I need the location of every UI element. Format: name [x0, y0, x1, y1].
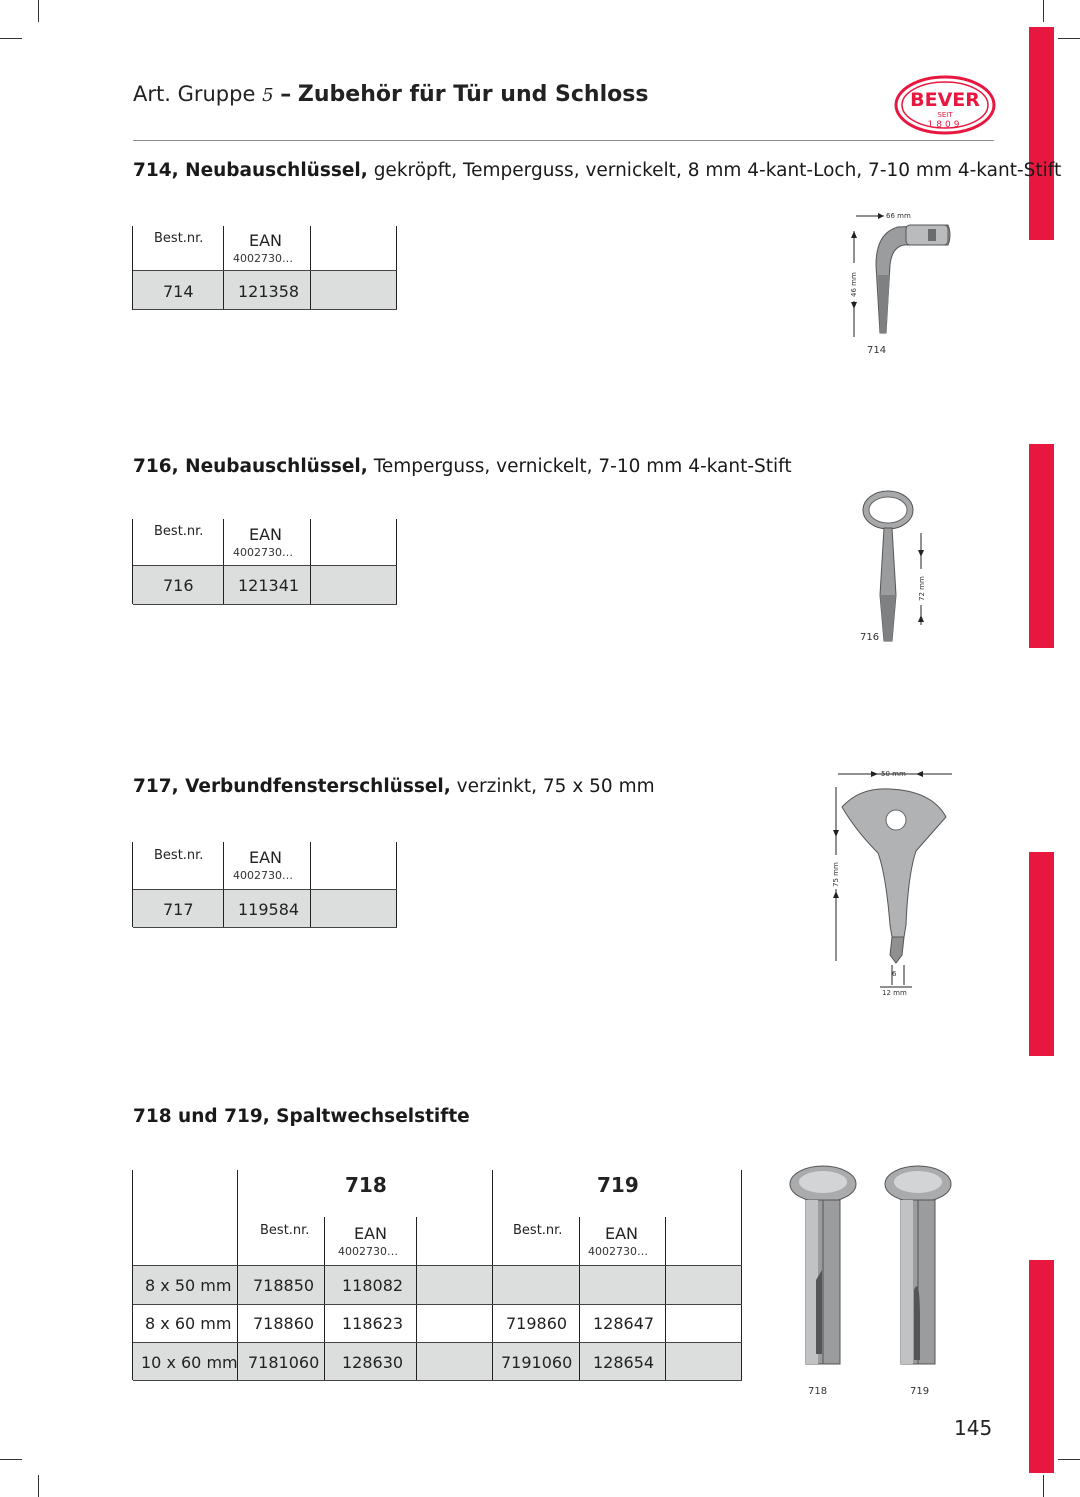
logo-year: 1809 — [927, 120, 963, 130]
cell-ean-719: 128654 — [593, 1353, 655, 1372]
cell-ean: 119584 — [238, 900, 300, 919]
ean-prefix: 4002730… — [233, 546, 293, 559]
section-title-717 — [133, 776, 655, 797]
dim-side-714: 46 mm — [850, 272, 858, 297]
col-ean: EAN — [249, 848, 283, 867]
group-number: 5 — [262, 85, 274, 106]
crop-mark — [1043, 0, 1044, 22]
bever-logo — [894, 75, 996, 135]
section-tab — [1029, 444, 1054, 648]
cell-ean-719: 128647 — [593, 1314, 655, 1333]
product-desc: gekröpft, Temperguss, vernickelt, 8 mm 4-kant-Loch, 7-10 mm 4-kant-Stift — [373, 160, 1062, 181]
ean-prefix: 4002730… — [588, 1245, 648, 1258]
cell-best-718: 718850 — [253, 1276, 315, 1295]
product-name: 716, Neubauschlüssel, — [133, 456, 368, 477]
col-ean: EAN — [605, 1224, 639, 1243]
crop-mark — [1058, 1459, 1080, 1460]
logo-brand: BEVER — [910, 89, 980, 111]
product-name: 717, Verbundfensterschlüssel, — [133, 776, 451, 797]
crop-mark — [1058, 38, 1080, 39]
caption-719: 719 — [910, 1386, 930, 1397]
header-rule — [133, 140, 994, 141]
cell-best-719: 719860 — [506, 1314, 568, 1333]
cell-best-719: 7191060 — [501, 1353, 573, 1372]
cell-best: 717 — [163, 900, 194, 919]
cell-ean: 121341 — [238, 576, 300, 595]
cell-best: 714 — [163, 282, 194, 301]
pins-718-719-image — [780, 1160, 970, 1400]
page-number: 145 — [954, 1416, 993, 1440]
product-name: 714, Neubauschlüssel, — [133, 160, 368, 181]
cell-size: 8 x 50 mm — [145, 1276, 232, 1295]
header-prefix: Art. Gruppe — [133, 82, 256, 106]
section-title-716 — [133, 456, 792, 477]
ean-prefix: 4002730… — [233, 869, 293, 882]
dim-side-716: 72 mm — [918, 576, 926, 601]
cell-best: 716 — [163, 576, 194, 595]
section-title-714 — [133, 160, 1061, 181]
col-ean: EAN — [249, 525, 283, 544]
cell-size: 10 x 60 mm — [141, 1353, 238, 1372]
header-dash: – — [280, 82, 292, 107]
crop-mark — [38, 0, 39, 22]
dim-small-717: 6 — [892, 970, 897, 978]
col-best: Best.nr. — [154, 524, 204, 539]
cell-ean-718: 128630 — [342, 1353, 404, 1372]
cell-size: 8 x 60 mm — [145, 1314, 232, 1333]
crop-mark — [0, 38, 22, 39]
ean-prefix: 4002730… — [338, 1245, 398, 1258]
col-best: Best.nr. — [513, 1223, 563, 1238]
col-best: Best.nr. — [154, 848, 204, 863]
cell-best-718: 718860 — [253, 1314, 315, 1333]
product-desc: verzinkt, 75 x 50 mm — [456, 776, 655, 797]
cell-ean-718: 118082 — [342, 1276, 404, 1295]
crop-mark — [0, 1459, 22, 1460]
cell-best-718: 7181060 — [248, 1353, 320, 1372]
cell-ean: 121358 — [238, 282, 300, 301]
crop-mark — [38, 1475, 39, 1497]
section-title-spalt — [133, 1106, 470, 1127]
section-tab — [1029, 852, 1054, 1056]
caption-716: 716 — [860, 632, 880, 643]
cell-ean-718: 118623 — [342, 1314, 404, 1333]
key-716-image — [848, 485, 948, 650]
group-718: 718 — [345, 1173, 387, 1197]
logo-since: SEIT — [937, 111, 953, 119]
key-717-image — [820, 765, 960, 1001]
key-714-image — [840, 205, 960, 355]
ean-prefix: 4002730… — [233, 252, 293, 265]
section-tab — [1029, 27, 1054, 240]
product-name: 718 und 719, Spaltwechselstifte — [133, 1106, 470, 1127]
col-ean: EAN — [249, 231, 283, 250]
col-best: Best.nr. — [154, 231, 204, 246]
dim-side-717: 75 mm — [832, 862, 840, 887]
col-best: Best.nr. — [260, 1223, 310, 1238]
page-header — [133, 82, 648, 107]
group-719: 719 — [597, 1173, 639, 1197]
caption-718: 718 — [808, 1386, 828, 1397]
product-desc: Temperguss, vernickelt, 7-10 mm 4-kant-Stift — [373, 456, 792, 477]
dim-bottom-717: 12 mm — [882, 989, 907, 997]
col-ean: EAN — [354, 1224, 388, 1243]
section-tab — [1029, 1260, 1054, 1473]
caption-714: 714 — [867, 345, 887, 356]
dim-top-717: 50 mm — [881, 770, 906, 778]
crop-mark — [1043, 1475, 1044, 1497]
page-title: Zubehör für Tür und Schloss — [297, 82, 649, 107]
dim-top-714: 66 mm — [886, 212, 911, 220]
